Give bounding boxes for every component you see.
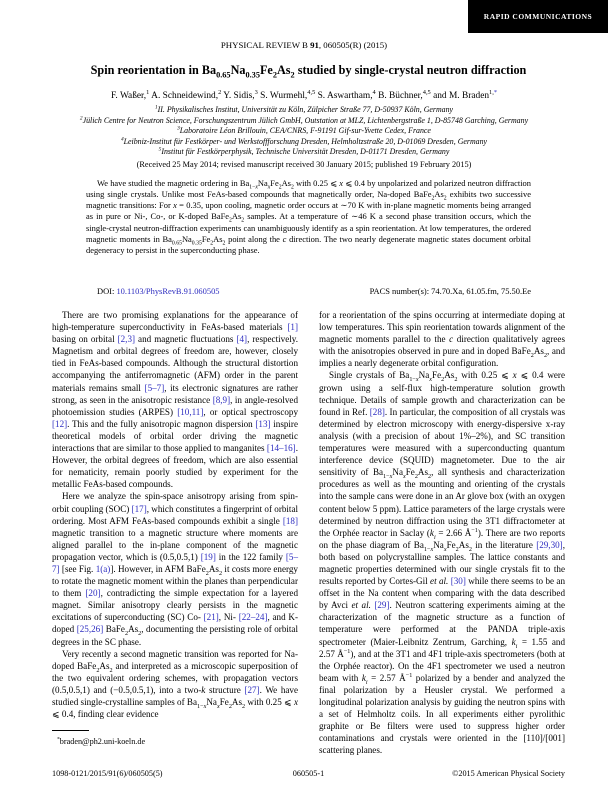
citation-link[interactable]: [14–16] [266, 443, 296, 454]
citation-link[interactable]: [5–7] [52, 551, 298, 574]
paragraph: There are two promising explanations for the appearance of high-temperature superconductivity in FeAs-based materials [1] basing on orbital [2,3] and magnetic fluctuations [4], respectively. Magnetism and orbital degrees of freedom are, however, closely tied in FeAs-based compounds. Although the structural distortion accompanying the antiferromagnetic (AFM) order in the parent materials remains small [5–7], its electronic signatures are rather strong, as seen in the anisotropic resistance [8,9], in angle-resolved photoemission studies (ARPES) [10,11], or optical spectroscopy [12]. This and the fully anisotropic magnon dispersion [13] inspire theoretical models of orbital order driving the magnetic interactions that are similar to those applied to manganites [14–16]. However, the orbital degrees of freedom, which are also essential for nematicity, remain poorly studied by experiment for the metallic FeAs-based compounds. [52, 310, 298, 490]
citation-link[interactable]: [17] [131, 503, 147, 514]
abstract: We have studied the magnetic ordering in $Ba_{1-x}Na_xFe_2As_2$ with 0.25 ⩽ x ⩽ 0.4 by unpolarized and polarized neutron diffraction using single crystals. Unlike most FeAs-based compounds that magnetically order, Na-doped $BaFe_2As_2$ exhibits two successive magnetic transitions: For x = 0.35, upon cooling, magnetic order occurs at ∼70 K with in-plane magnetic moments being arranged as in pure or Ni-, Co-, or K-doped $BaFe_2As_2$ samples. At a temperature of ∼46 K a second phase transition occurs, which the single-crystal neutron-diffraction experiments can unambiguously identify as a spin reorientation. At low temperatures, the ordered magnetic moments in $Ba_{0.65}Na_{0.35}Fe_2As_2$ point along the c direction. The two nearly degenerate magnetic states document orbital degeneracy to persist in the superconducting phase. [86, 178, 531, 255]
citation-link[interactable]: [4] [236, 334, 248, 345]
doi-label: DOI: [97, 286, 115, 296]
affiliation-line: $^2$Jülich Centre for Neutron Science, Forschungszentrum Jülich GmbH, Outstation at MLZ, Lichtenbergstraße 1, D-85748 Garching, Germany [79, 114, 529, 125]
doi-block [86, 286, 220, 296]
affiliation-line: $^1$II. Physikalisches Institut, Universität zu Köln, Zülpicher Straße 77, D-50937 Köln, Germany [154, 104, 454, 114]
pacs-line: PACS number(s): 74.70.Xa, 61.05.fm, 75.50.Ee [369, 286, 531, 296]
citation-link[interactable]: [19] [200, 551, 216, 562]
citation-link[interactable]: [29] [374, 600, 390, 611]
citation-link[interactable]: [28] [369, 406, 385, 417]
citation-link[interactable]: [18] [282, 515, 298, 526]
left-column [52, 309, 298, 756]
affiliations-block [0, 105, 608, 158]
banner-label: RAPID COMMUNICATIONS [483, 12, 593, 21]
copyright: ©2015 American Physical Society [452, 769, 565, 778]
doi-pacs-row [86, 286, 531, 296]
paragraph: Single crystals of $Ba_{1-x}Na_xFe_2As_2$ with 0.25 ⩽ x ⩽ 0.4 were grown using a self-flux high-temperature solution growth technique. Details of sample growth and characterization can be found in Ref. [28]. In particular, the composition of all crystals was determined by electron microscopy with energy-dispersive x-ray analysis (with a precision of about 1%–2%), and SC transition temperatures were measured with a superconducting quantum interference device (SQUID) magnetometer. Due to the air sensitivity of $Ba_{1-x}Na_xFe_2As_2$, all synthesis and characterization procedures as well as the mounting and orienting of the crystals into the sample cans were done in an Ar glove box (with an oxygen content below 5 ppm). Lattice parameters of the large crystals were determined by neutron diffraction using the 3T1 diffractometer at the Orphée reactor in Saclay ($k_i = 2.66$ $Å^{-1}$). There are two reports on the phase diagram of $Ba_{1-x}Na_xFe_2As_2$ in the literature [29,30], both based on polycrystalline samples. The lattice constants and magnetic properties determined with our single crystals fit to the results reported by Cortes-Gil et al. [30] while there seems to be an offset in the Na content when comparing with the data described by Avci et al. [29]. Neutron scattering experiments aiming at the characterization of the magnetic structure as a function of temperature were performed at the PANDA triple-axis spectrometer (Maier-Leibnitz Zentrum, Garching, $k_i = 1.55$ and 2.57 $Å^{-1}$), and at the 3T1 and 4F1 triple-axis spectrometers (both at the Orphée reactor). On the 4F1 spectrometer we used a neutron beam with $k_i = 2.57$ $Å^{-1}$ polarized by a bender and analyzed the final polarization by a Heusler crystal. We performed a longitudinal polarization analysis by guiding the neutron spins with a set of Helmholtz coils. In all experiments either pyrolithic graphite or Be filters were used to suppress higher order contaminations and crystals were oriented in the [110]/[001] scattering planes. [319, 370, 566, 756]
citation-link[interactable]: [22–24] [238, 612, 268, 623]
body-columns [52, 309, 565, 756]
citation-link[interactable]: [2,3] [117, 334, 136, 345]
citation-link[interactable]: [8,9] [212, 394, 231, 405]
right-column [319, 309, 565, 756]
paper-title: Spin reorientation in $Ba_{0.65}Na_{0.35}Fe_2As_2$ studied by single-crystal neutron diffraction [90, 63, 527, 80]
citation-link[interactable]: [20] [85, 588, 101, 599]
citation-link[interactable]: [10,11] [177, 406, 204, 417]
author-list: F. Waßer,$^1$ A. Schneidewind,$^2$ Y. Sidis,$^3$ S. Wurmehl,$^{4,5}$ S. Aswartham,$^4$ B. Büchner,$^{4,5}$ and M. Braden$^{1,*}$ [110, 88, 498, 101]
citation-link[interactable]: [1] [287, 322, 298, 333]
citation-link[interactable]: * [493, 88, 498, 96]
journal-header: PHYSICAL REVIEW B 91, 060505(R) (2015) [220, 40, 388, 50]
paragraph: Very recently a second magnetic transition was reported for Na-doped $BaFe_2As_2$ and interpreted as a microscopic superposition of the two equivalent ordering schemes, with propagation vectors (0.5,0.5,1) and (−0.5,0.5,1), into a two-k structure [27]. We have studied single-crystalline samples of $Ba_{1-x}Na_xFe_2As_2$ with 0.25 ⩽ x ⩽ 0.4, finding clear evidence [52, 648, 299, 720]
paragraph: for a reorientation of the spins occurring at intermediate doping at low temperatures. This spin reorientation towards alignment of the magnetic moments parallel to the c direction qualitatively agrees with the anisotropies observed in pure and in doped $BaFe_2As_2$, and implies a nearly degenerate orbital configuration. [319, 310, 565, 369]
citation-link[interactable]: [30] [450, 576, 466, 587]
citation-link[interactable]: [12] [52, 418, 68, 429]
citation-link[interactable]: [25,26] [76, 624, 104, 635]
citation-link[interactable]: [5–7] [144, 382, 165, 393]
author-email-footnote: *braden@ph2.uni-koeln.de [57, 736, 146, 747]
citation-link[interactable]: 1(a) [95, 563, 111, 574]
citation-link[interactable]: [21] [203, 612, 219, 623]
citation-link[interactable]: [29,30] [536, 539, 563, 550]
affiliation-line: $^4$Leibniz-Institut für Festkörper- und Werkstoffforschung Dresden, Helmholtzstraße 20, D-01069 Dresden, Germany [120, 136, 488, 146]
paragraph: Here we analyze the spin-space anisotropy arising from spin-orbit coupling (SOC) [17], which constitutes a fingerprint of orbital ordering. Most AFM FeAs-based compounds exhibit a single [18] magnetic transition to a magnetic structure where moments are aligned parallel to the in-plane component of the magnetic propagation vector, which is (0.5,0.5,1) [19] in the 122 family [5–7] [see Fig. 1(a)]. However, in AFM $BaFe_2As_2$ it costs more energy to rotate the magnetic moment within the planes than perpendicular to them [20], contradicting the simple expectation for a layered magnet. Similar anisotropy clearly persists in the magnetic excitations of superconducting (SC) Co- [21], Ni- [22–24], and K-doped [25,26] $BaFe_2As_2$, documenting the persisting role of orbital degrees in the SC phase. [52, 491, 299, 647]
page-footer [52, 769, 565, 778]
affiliation-line: $^3$Laboratoire Léon Brillouin, CEA/CNRS, F-91191 Gif-sur-Yvette Cedex, France [177, 125, 431, 136]
received-line: (Received 25 May 2014; revised manuscript received 30 January 2015; published 19 February 2015) [136, 160, 472, 169]
page-number: 060505-1 [292, 769, 325, 778]
citation-link[interactable]: [13] [255, 418, 271, 429]
issn-code: 1098-0121/2015/91(6)/060505(5) [52, 769, 163, 778]
rapid-communications-banner [468, 0, 608, 33]
affiliation-line: $^5$Institut für Festkörperphysik, Technische Universität Dresden, D-01171 Dresden, Germany [158, 146, 450, 157]
footnote-divider [52, 730, 89, 731]
citation-link[interactable]: [27] [244, 684, 260, 695]
doi-link[interactable]: 10.1103/PhysRevB.91.060505 [116, 286, 220, 296]
